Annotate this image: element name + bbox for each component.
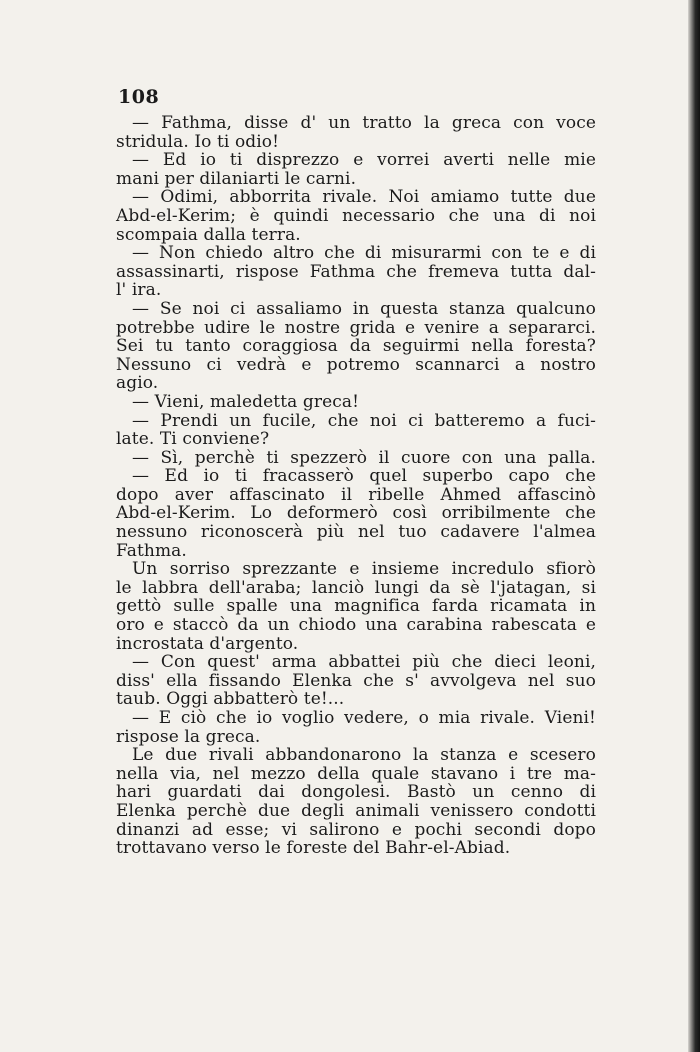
text-line: oro e staccò da un chiodo una carabina rabescata e (116, 615, 596, 636)
text-line: incrostata d'argento. (116, 633, 299, 654)
text-line: taub. Oggi abbatterò te!... (116, 689, 345, 710)
text-line: — Prendi un fucile, che noi ci batteremo a fuci- (132, 410, 596, 431)
text-line: — Odimi, abborrita rivale. Noi amiamo tutte due (132, 187, 596, 208)
text-line: gettò sulle spalle una magnifica farda ricamata in (116, 596, 596, 617)
body-text (116, 114, 596, 858)
text-line: diss' ella fissando Elenka che s' avvolgeva nel suo (116, 670, 596, 691)
text-line: dopo aver affascinato il ribelle Ahmed affascinò (116, 484, 596, 505)
text-line: — Se noi ci assaliamo in questa stanza qualcuno (132, 298, 596, 319)
text-line: Abd-el-Kerim; è quindi necessario che una di noi (116, 205, 596, 226)
text-line: — Con quest' arma abbattei più che dieci leoni, (132, 652, 596, 673)
text-line: — Vieni, maledetta greca! (132, 391, 360, 412)
text-line: potrebbe udire le nostre grida e venire a separarci. (116, 317, 596, 338)
text-line: trottavano verso le foreste del Bahr-el-Abiad. (116, 838, 511, 859)
text-line: stridula. Io ti odio! (116, 131, 280, 152)
text-line: — E ciò che io voglio vedere, o mia rivale. Vieni! (132, 708, 596, 728)
text-line: nella via, nel mezzo della quale stavano i tre ma- (116, 763, 596, 784)
text-line: rispose la greca. (116, 726, 261, 747)
text-line: — Fathma, disse d' un tratto la greca con voce (132, 113, 596, 133)
text-line: l' ira. (116, 280, 162, 301)
text-line: mani per dilaniarti le carni. (116, 168, 357, 189)
text-line: Le due rivali abbandonarono la stanza e scesero (132, 745, 596, 766)
text-line: dinanzi ad esse; vi salirono e pochi secondi dopo (116, 819, 596, 840)
page-number: 108 (118, 86, 160, 108)
text-line: — Ed io ti fracasserò quel superbo capo che (132, 466, 596, 487)
text-line: — Non chiedo altro che di misurarmi con te e di (132, 243, 596, 264)
text-line: le labbra dell'araba; lanciò lungi da sè l'jatagan, si (116, 577, 596, 598)
text-line: scompaia dalla terra. (116, 224, 301, 245)
text-line: Abd-el-Kerim. Lo deformerò così orribilmente che (116, 503, 596, 524)
text-line: Fathma. (116, 540, 187, 561)
text-line: — Ed io ti disprezzo e vorrei averti nelle mie (132, 150, 596, 171)
text-line: — Sì, perchè ti spezzerò il cuore con una palla. (132, 447, 596, 468)
text-line: agio. (116, 373, 159, 394)
text-line: Nessuno ci vedrà e potremo scannarci a nostro (116, 354, 596, 375)
text-line: Un sorriso sprezzante e insieme incredulo sfiorò (132, 559, 596, 580)
text-line: hari guardati dai dongolesi. Bastò un cenno di (116, 782, 596, 803)
text-line: Sei tu tanto coraggiosa da seguirmi nella foresta? (116, 336, 596, 357)
text-line: Elenka perchè due degli animali venissero condotti (116, 800, 596, 821)
text-line: late. Ti conviene? (116, 429, 270, 450)
text-line: assassinarti, rispose Fathma che fremeva tutta dal- (116, 261, 596, 282)
scan-border (688, 0, 700, 1052)
text-line: nessuno riconoscerà più nel tuo cadavere l'almea (116, 522, 596, 543)
